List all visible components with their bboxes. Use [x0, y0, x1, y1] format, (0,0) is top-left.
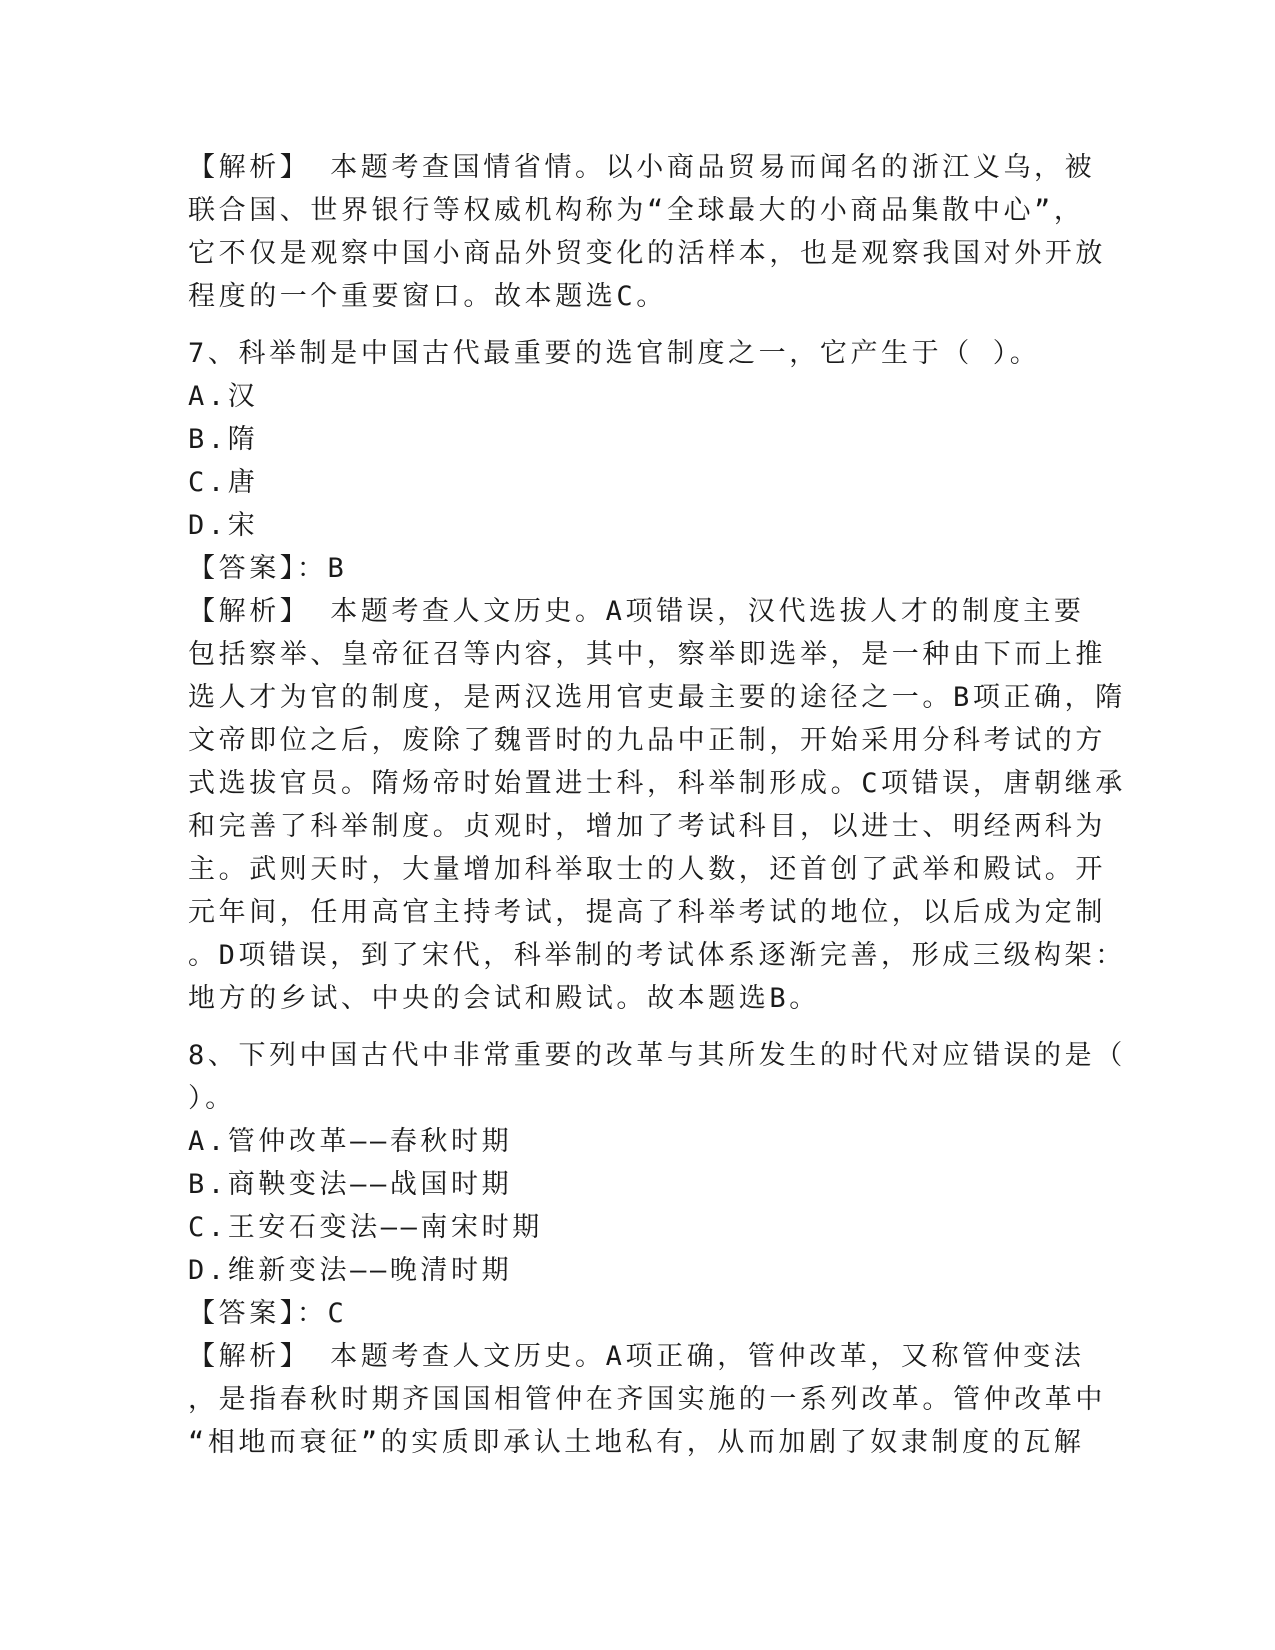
question-7-option-d: D.宋: [188, 510, 259, 541]
question-8-analysis-line: ，是指春秋时期齐国国相管仲在齐国实施的一系列改革。管仲改革中: [188, 1384, 1106, 1415]
question-7-analysis-line: 和完善了科举制度。贞观时，增加了考试科目，以进士、明经两科为: [188, 811, 1106, 842]
question-7-analysis-line: 元年间，任用高官主持考试，提高了科举考试的地位，以后成为定制: [188, 897, 1106, 928]
question-7-analysis-line: 【解析】 本题考查人文历史。A项错误，汉代选拔人才的制度主要: [188, 596, 1085, 627]
text-line: 联合国、世界银行等权威机构称为“全球最大的小商品集散中心”，: [188, 195, 1085, 226]
question-7-analysis-line: 包括察举、皇帝征召等内容，其中，察举即选举，是一种由下而上推: [188, 639, 1106, 670]
question-7-analysis-line: 地方的乡试、中央的会试和殿试。故本题选B。: [188, 983, 820, 1014]
question-7-analysis-line: 选人才为官的制度，是两汉选用官吏最主要的途径之一。B项正确，隋: [188, 682, 1126, 713]
question-8-option-b: B.商鞅变法——战国时期: [188, 1169, 513, 1200]
question-7-option-c: C.唐: [188, 467, 259, 498]
question-8-option-a: A.管仲改革——春秋时期: [188, 1126, 513, 1157]
text-line: 【解析】 本题考查国情省情。以小商品贸易而闻名的浙江义乌，被: [188, 152, 1096, 183]
question-7-option-b: B.隋: [188, 424, 259, 455]
question-7-stem: 7、科举制是中国古代最重要的选官制度之一，它产生于（ ）。: [188, 338, 1041, 369]
question-8-option-d: D.维新变法——晚清时期: [188, 1255, 513, 1286]
question-7-analysis-line: 式选拔官员。隋炀帝时始置进士科，科举制形成。C项错误，唐朝继承: [188, 768, 1126, 799]
text-line: 程度的一个重要窗口。故本题选C。: [188, 281, 667, 312]
question-8-block: [188, 1034, 1126, 1464]
question-8-analysis-line: “相地而衰征”的实质即承认土地私有，从而加剧了奴隶制度的瓦解: [188, 1427, 1085, 1458]
question-8-option-c: C.王安石变法——南宋时期: [188, 1212, 543, 1243]
analysis-block-question-6: [188, 146, 1106, 318]
question-7-analysis-line: 。D项错误，到了宋代，科举制的考试体系逐渐完善，形成三级构架：: [188, 940, 1126, 971]
question-8-stem-continued: ）。: [188, 1083, 236, 1114]
question-8-analysis-line: 【解析】 本题考查人文历史。A项正确，管仲改革，又称管仲变法: [188, 1341, 1085, 1372]
text-line: 它不仅是观察中国小商品外贸变化的活样本，也是观察我国对外开放: [188, 238, 1106, 269]
question-7-option-a: A.汉: [188, 381, 259, 412]
document-content: [188, 146, 1126, 1464]
question-8-stem: 8、下列中国古代中非常重要的改革与其所发生的时代对应错误的是（: [188, 1040, 1126, 1071]
question-7-block: [188, 332, 1126, 1020]
question-7-answer: 【答案】：B: [188, 553, 348, 584]
question-7-analysis-line: 主。武则天时，大量增加科举取士的人数，还首创了武举和殿试。开: [188, 854, 1106, 885]
question-7-analysis-line: 文帝即位之后，废除了魏晋时的九品中正制，开始采用分科考试的方: [188, 725, 1106, 756]
question-8-answer: 【答案】：C: [188, 1298, 348, 1329]
